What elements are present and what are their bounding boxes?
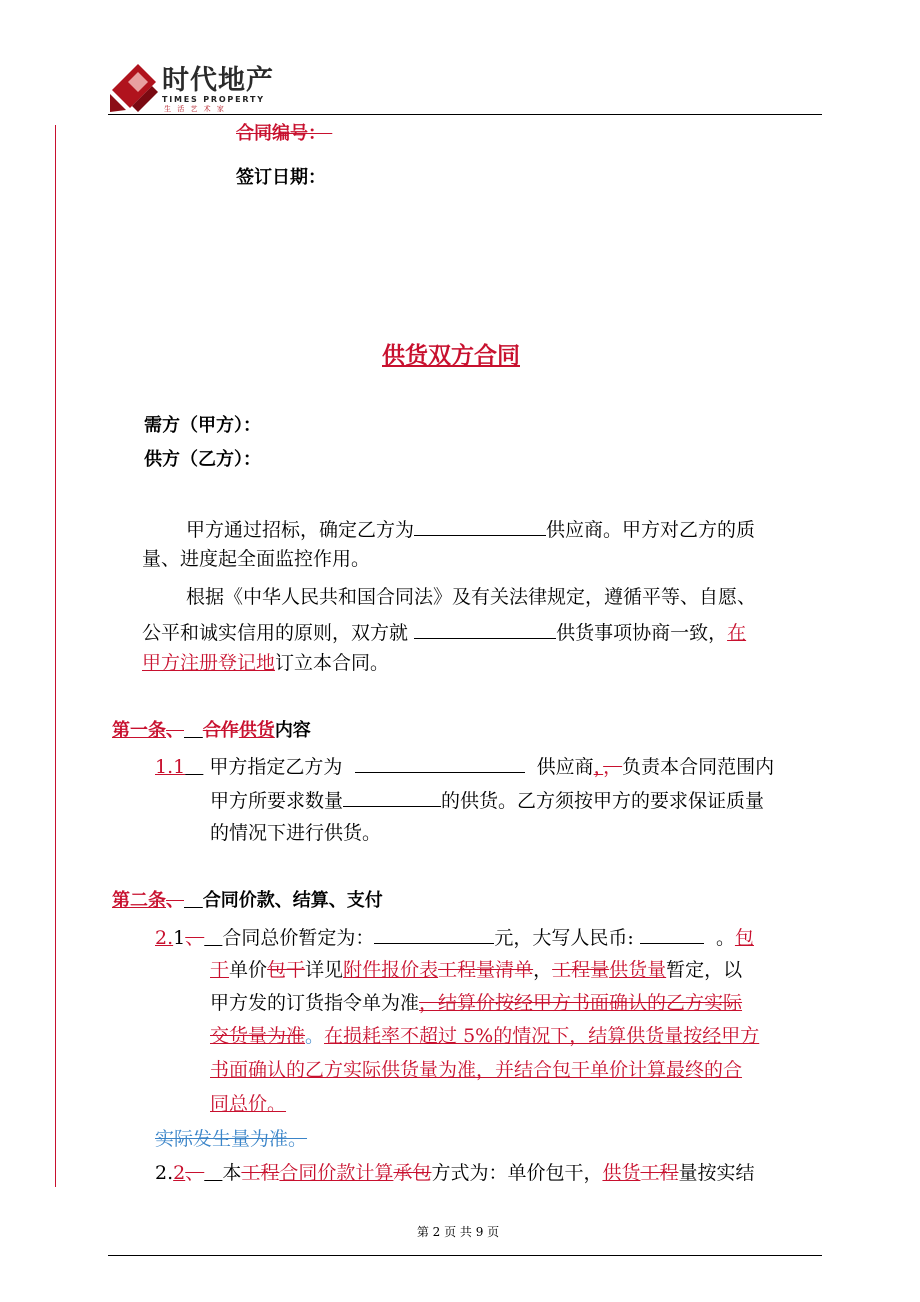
sign-date-label: 签订日期：: [236, 167, 326, 188]
footer-rule: [108, 1255, 822, 1256]
article-1-line: 甲方所要求数量 的供货。乙方须按甲方的要求保证质量: [210, 790, 765, 812]
article-2-item-1: 2.1、 合同总价暂定为： 元，大写人民币: 。包: [155, 927, 754, 949]
contract-number-label: 合同编号：: [236, 123, 326, 144]
article-1-line: 的情况下进行供货。: [210, 822, 382, 844]
intro-line: 公平和诚实信用的原则，双方就 供货事项协商一致，在: [142, 622, 747, 644]
article-2-line: 干单价包干详见附件报价表工程量清单，工程量供货量暂定，以: [210, 959, 743, 981]
article-2-heading: 第二条、 合同价款、结算、支付: [112, 890, 383, 911]
revision-margin-bar: [55, 125, 56, 1187]
article-2-line: 同总价。: [210, 1093, 287, 1115]
page-footer: [0, 1220, 920, 1280]
article-2-line: 甲方发的订货指令单为准，结算价按经甲方书面确认的乙方实际: [210, 992, 743, 1014]
intro-line: 量、进度起全面监控作用。: [142, 548, 371, 570]
deleted-text: 实际发生量为准。: [155, 1128, 308, 1150]
article-2-line: 书面确认的乙方实际供货量为准，并结合包干单价计算最终的合: [210, 1059, 743, 1081]
intro-line: 甲方通过招标，确定乙方为 供应商。甲方对乙方的质: [186, 519, 756, 541]
page-header: [0, 0, 920, 118]
header-rule: [108, 114, 822, 115]
logo-tagline: 生 活 艺 术 家: [164, 105, 226, 113]
article-1-item: 1.1 甲方指定乙方为 供应商，，负责本合同范围内: [155, 756, 775, 778]
article-2-item-2: 2.2、 本工程合同价款计算承包方式为：单价包干，供货工程量按实结: [155, 1162, 755, 1184]
logo-name: 时代地产: [162, 65, 274, 96]
party-supplier: 供方（乙方）：: [144, 449, 261, 470]
party-buyer: 需方（甲方）：: [144, 415, 261, 436]
article-1-heading: 第一条、 合作供货内容: [112, 720, 311, 741]
company-logo-icon: [108, 62, 160, 114]
page-number: 第 2 页 共 9 页: [416, 1225, 500, 1239]
document-title: 供货双方合同: [382, 343, 520, 369]
intro-line: 根据《中华人民共和国合同法》及有关法律规定，遵循平等、自愿、: [186, 586, 757, 608]
intro-line: 甲方注册登记地订立本合同。: [142, 652, 390, 674]
article-2-line: 交货量为准。在损耗率不超过 5%的情况下，结算供货量按经甲方: [210, 1025, 760, 1047]
logo-english: TIMES PROPERTY: [162, 95, 265, 104]
